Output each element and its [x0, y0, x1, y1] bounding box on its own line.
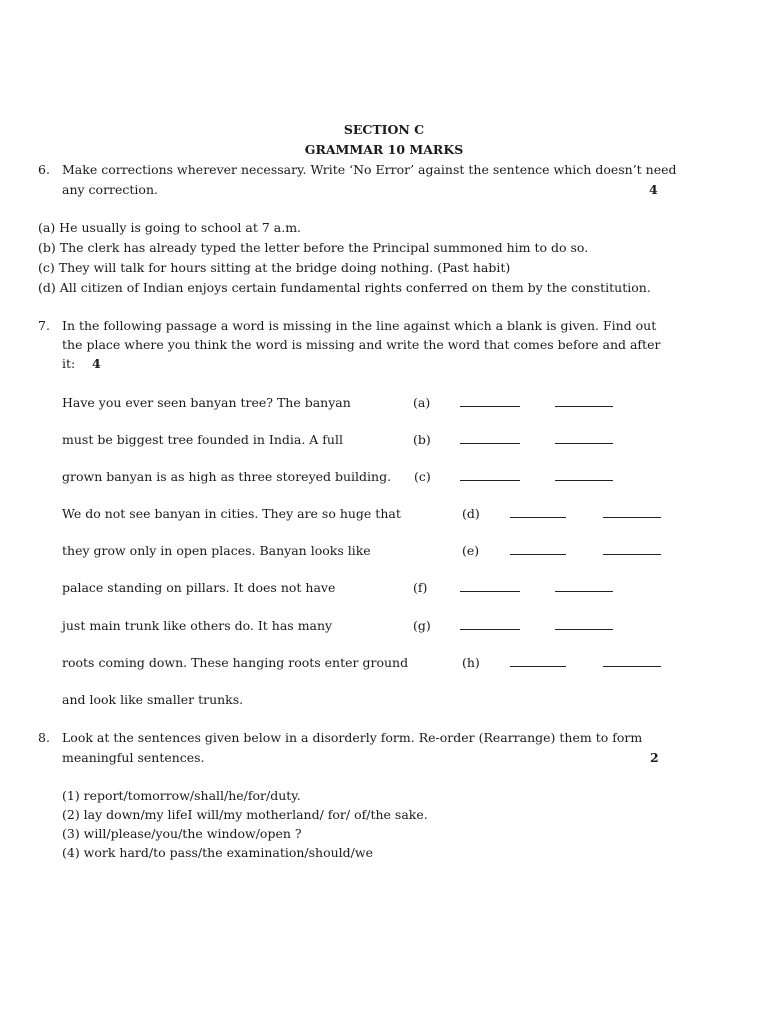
answer-blank-f-after[interactable]	[555, 591, 613, 592]
passage-line-c: grown banyan is as high as three storeyed building.	[62, 469, 392, 484]
answer-blank-d-before[interactable]	[510, 517, 566, 518]
answer-blank-g-before[interactable]	[460, 629, 520, 630]
answer-blank-h-before[interactable]	[510, 666, 566, 667]
q6-instruction-line1: Make corrections wherever necessary. Write ‘No Error’ against the sentence which doesn’t need	[62, 162, 677, 177]
answer-blank-g-after[interactable]	[555, 629, 613, 630]
passage-line-last: and look like smaller trunks.	[62, 692, 244, 707]
answer-blank-e-before[interactable]	[510, 554, 566, 555]
passage-line-g: just main trunk like others do. It has many	[62, 618, 333, 633]
q6-instruction-line2: any correction.	[62, 182, 158, 197]
q8-number: 8.	[38, 730, 50, 745]
passage-label-f: (f)	[413, 580, 428, 595]
q8-marks: 2	[650, 750, 659, 765]
passage-label-d: (d)	[462, 506, 480, 521]
answer-blank-e-after[interactable]	[603, 554, 661, 555]
answer-blank-c-after[interactable]	[555, 480, 613, 481]
q7-instruction-line2: the place where you think the word is missing and write the word that comes before and after	[62, 337, 661, 352]
section-title: SECTION C	[343, 122, 425, 137]
answer-blank-b-before[interactable]	[460, 443, 520, 444]
q8-item-3: (3) will/please/you/the window/open ?	[62, 826, 302, 841]
answer-blank-h-after[interactable]	[603, 666, 661, 667]
passage-line-f: palace standing on pillars. It does not have	[62, 580, 336, 595]
q6-item-a: (a) He usually is going to school at 7 a.m.	[38, 220, 302, 235]
passage-label-c: (c)	[414, 469, 431, 484]
q6-marks: 4	[649, 182, 658, 197]
answer-blank-b-after[interactable]	[555, 443, 613, 444]
grammar-heading: GRAMMAR 10 MARKS	[304, 142, 464, 157]
q7-marks: 4	[92, 356, 101, 371]
q8-item-1: (1) report/tomorrow/shall/he/for/duty.	[62, 788, 301, 803]
q7-instruction-line1: In the following passage a word is missing in the line against which a blank is given. Find out	[62, 318, 657, 333]
q6-number: 6.	[38, 162, 50, 177]
answer-blank-d-after[interactable]	[603, 517, 661, 518]
passage-line-b: must be biggest tree founded in India. A full	[62, 432, 343, 447]
answer-blank-c-before[interactable]	[460, 480, 520, 481]
answer-blank-a-after[interactable]	[555, 406, 613, 407]
answer-blank-a-before[interactable]	[460, 406, 520, 407]
q8-item-4: (4) work hard/to pass/the examination/should/we	[62, 845, 373, 860]
q7-instruction-line3: it:	[62, 356, 76, 371]
q6-item-c: (c) They will talk for hours sitting at the bridge doing nothing. (Past habit)	[38, 260, 511, 275]
passage-label-a: (a)	[413, 395, 431, 410]
passage-label-g: (g)	[413, 618, 431, 633]
passage-label-e: (e)	[462, 543, 480, 558]
passage-label-h: (h)	[462, 655, 480, 670]
q8-item-2: (2) lay down/my lifeI will/my motherland/ for/ of/the sake.	[62, 807, 428, 822]
passage-line-d: We do not see banyan in cities. They are so huge that	[62, 506, 401, 521]
q6-item-b: (b) The clerk has already typed the letter before the Principal summoned him to do so.	[38, 240, 589, 255]
passage-line-e: they grow only in open places. Banyan looks like	[62, 543, 371, 558]
q6-item-d: (d) All citizen of Indian enjoys certain fundamental rights conferred on them by the constitution.	[38, 280, 651, 295]
q8-instruction-line2: meaningful sentences.	[62, 750, 205, 765]
q8-instruction-line1: Look at the sentences given below in a disorderly form. Re-order (Rearrange) them to form	[62, 730, 643, 745]
passage-label-b: (b)	[413, 432, 431, 447]
passage-line-a: Have you ever seen banyan tree? The banyan	[62, 395, 351, 410]
passage-line-h: roots coming down. These hanging roots enter ground	[62, 655, 409, 670]
answer-blank-f-before[interactable]	[460, 591, 520, 592]
q7-number: 7.	[38, 318, 50, 333]
